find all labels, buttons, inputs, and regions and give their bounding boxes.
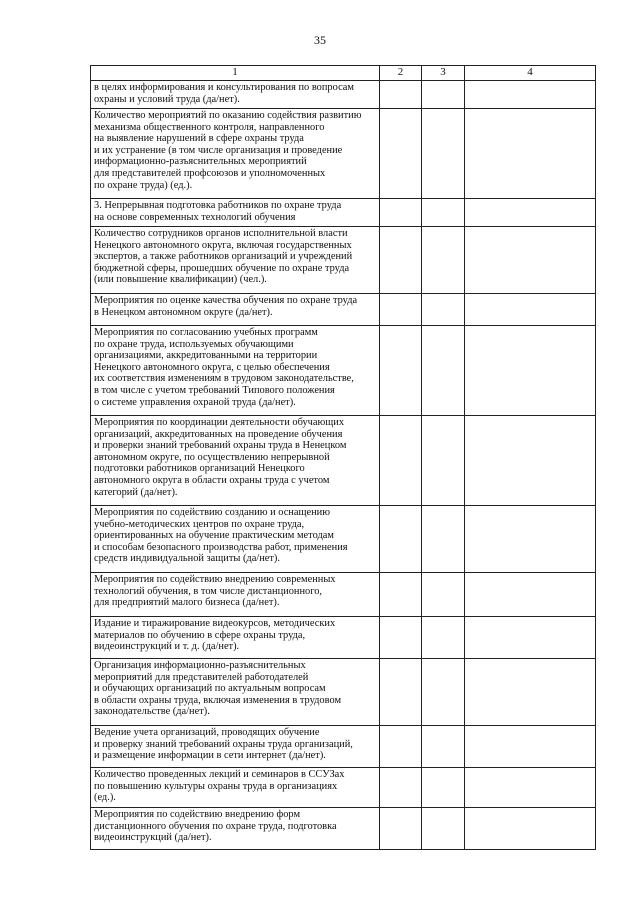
table-row (91, 199, 596, 227)
row-value-col-4 (465, 617, 596, 659)
row-value-col-2 (380, 573, 422, 617)
row-description-cell (91, 109, 380, 199)
row-description: Количество сотрудников органов исполнительной власти Ненецкого автономного округа, включая государственных экспертов, а также работников организаций и учреждений бюджетной сферы, прошедших обучение по охране труда (или повышение квалификации) (чел.). (94, 228, 353, 286)
row-value-col-3 (422, 326, 465, 416)
row-description-cell (91, 659, 380, 726)
row-value-col-2 (380, 808, 422, 850)
row-value-col-3 (422, 726, 465, 768)
table-row (91, 617, 596, 659)
row-description: Количество проведенных лекций и семинаров в ССУЗах по повышению культуры охраны труда в организациях (ед.). (94, 769, 345, 804)
row-description-cell (91, 768, 380, 808)
row-value-col-3 (422, 416, 465, 506)
row-value-col-2 (380, 416, 422, 506)
row-description-cell (91, 506, 380, 573)
row-value-col-4 (465, 199, 596, 227)
row-value-col-2 (380, 726, 422, 768)
row-value-col-2 (380, 109, 422, 199)
row-value-col-4 (465, 726, 596, 768)
row-description-cell (91, 416, 380, 506)
row-value-col-4 (465, 573, 596, 617)
table-header-row (91, 66, 596, 81)
row-value-col-3 (422, 659, 465, 726)
table-row (91, 726, 596, 768)
row-value-col-4 (465, 506, 596, 573)
table-row (91, 506, 596, 573)
row-description: Мероприятия по координации деятельности обучающих организаций, аккредитованных на проведение обучения и проверки знаний требований охраны труда в Ненецком автономном округе, по осуществлению непрерывной подготовки работников организаций Ненецкого автономного округа в области охраны труда с учетом категорий (да/нет). (94, 417, 347, 498)
row-description: Ведение учета организаций, проводящих обучение и проверку знаний требований охраны труда организаций, и размещение информации в сети интернет (да/нет). (94, 727, 353, 762)
row-description-cell (91, 227, 380, 294)
table-row (91, 294, 596, 326)
row-description-cell (91, 294, 380, 326)
row-description: Мероприятия по содействию внедрению современных технологий обучения, в том числе дистанционного, для предприятий малого бизнеса (да/нет). (94, 574, 336, 609)
row-description: Мероприятия по согласованию учебных программ по охране труда, используемых обучающими организациями, аккредитованными на территории Ненецкого автономного округа, с целью обеспечения их соответствия изменениям в трудовом законодательстве, в том числе с учетом требований Типового положения о системе управления охраной труда (да/нет). (94, 327, 354, 408)
row-description-cell (91, 726, 380, 768)
row-value-col-2 (380, 326, 422, 416)
row-value-col-3 (422, 109, 465, 199)
column-header-3: 3 (422, 66, 465, 81)
row-value-col-2 (380, 617, 422, 659)
row-value-col-2 (380, 294, 422, 326)
row-description-cell (91, 81, 380, 109)
column-header-4: 4 (465, 66, 596, 81)
row-value-col-4 (465, 294, 596, 326)
row-value-col-4 (465, 416, 596, 506)
row-value-col-3 (422, 506, 465, 573)
row-description: Мероприятия по содействию созданию и оснащению учебно-методических центров по охране труда, ориентированных на обучение практическим методам и способам безопасного производства работ, применения средств индивидуальной защиты (да/нет). (94, 507, 348, 565)
row-value-col-3 (422, 227, 465, 294)
row-value-col-2 (380, 659, 422, 726)
row-value-col-3 (422, 768, 465, 808)
row-description-cell (91, 617, 380, 659)
row-value-col-2 (380, 227, 422, 294)
table-body (91, 66, 596, 850)
table-row (91, 227, 596, 294)
row-description-cell (91, 326, 380, 416)
row-value-col-3 (422, 808, 465, 850)
row-description: Мероприятия по содействию внедрению форм дистанционного обучения по охране труда, подготовка видеоинструкций (да/нет). (94, 809, 337, 844)
row-value-col-3 (422, 617, 465, 659)
row-description: Количество мероприятий по оказанию содействия развитию механизма общественного контроля, направленного на выявление нарушений в сфере охраны труда и их устранение (в том числе организация и проведение информационно-разъяснительных мероприятий для представителей профсоюзов и уполномоченных по охране труда) (ед.). (94, 110, 362, 191)
row-value-col-2 (380, 199, 422, 227)
column-header-1: 1 (91, 66, 380, 81)
row-value-col-4 (465, 109, 596, 199)
row-value-col-4 (465, 659, 596, 726)
table-row (91, 416, 596, 506)
table-row (91, 81, 596, 109)
row-value-col-2 (380, 81, 422, 109)
row-value-col-3 (422, 573, 465, 617)
table-row (91, 659, 596, 726)
indicators-table (90, 65, 596, 850)
row-value-col-4 (465, 81, 596, 109)
row-description-cell (91, 573, 380, 617)
row-value-col-3 (422, 199, 465, 227)
table-row (91, 573, 596, 617)
row-description: Мероприятия по оценке качества обучения по охране труда в Ненецком автономном округе (да/нет). (94, 295, 358, 318)
table-row (91, 808, 596, 850)
row-value-col-2 (380, 768, 422, 808)
table-row (91, 768, 596, 808)
row-description: в целях информирования и консультирования по вопросам охраны и условий труда (да/нет). (94, 82, 354, 105)
table-row (91, 109, 596, 199)
row-value-col-4 (465, 768, 596, 808)
row-value-col-3 (422, 294, 465, 326)
row-value-col-3 (422, 81, 465, 109)
row-description: 3. Непрерывная подготовка работников по охране труда на основе современных технологий обучения (94, 200, 342, 223)
row-description-cell (91, 199, 380, 227)
row-value-col-4 (465, 808, 596, 850)
row-description: Организация информационно-разъяснительных мероприятий для представителей работодателей и обучающих организаций по актуальным вопросам в области охраны труда, включая изменения в трудовом законодательстве (да/нет). (94, 660, 342, 718)
table-row (91, 326, 596, 416)
row-value-col-4 (465, 227, 596, 294)
row-value-col-4 (465, 326, 596, 416)
column-header-2: 2 (380, 66, 422, 81)
row-description-cell (91, 808, 380, 850)
row-description: Издание и тиражирование видеокурсов, методических материалов по обучению в сфере охраны труда, видеоинструкций и т. д. (да/нет). (94, 618, 336, 653)
page-number: 35 (314, 33, 326, 47)
row-value-col-2 (380, 506, 422, 573)
